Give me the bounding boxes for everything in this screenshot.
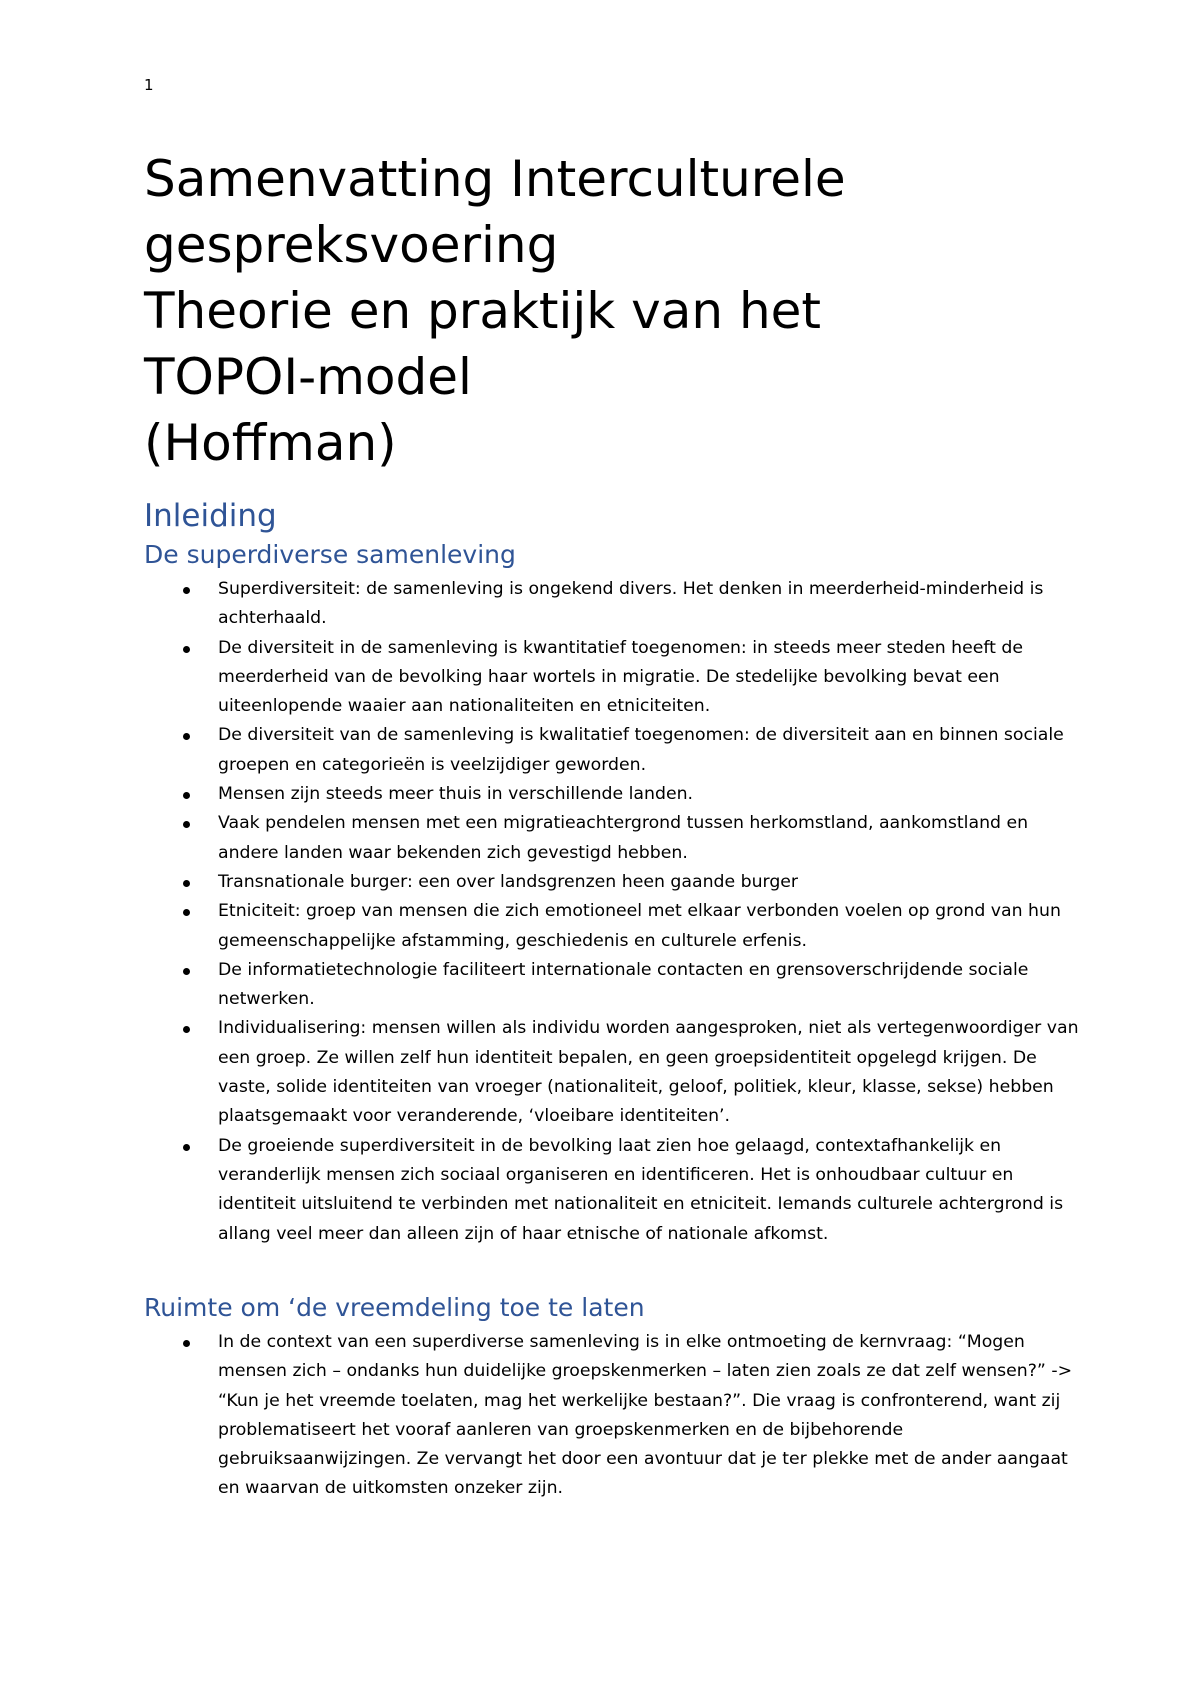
bullet-icon <box>183 587 190 594</box>
list-item <box>180 634 1080 722</box>
section-heading-superdiverse: De superdiverse samenleving <box>144 540 516 569</box>
list-item <box>180 897 1080 956</box>
title-line: Samenvatting Interculturele <box>144 150 846 208</box>
list-item <box>180 956 1080 1015</box>
bullet-icon <box>183 1340 190 1347</box>
list-item-text: Mensen zijn steeds meer thuis in verschillende landen. <box>218 784 694 805</box>
list-item <box>180 780 1080 809</box>
title-line: TOPOI-model <box>144 348 472 406</box>
list-item-text: Transnationale burger: een over landsgrenzen heen gaande burger <box>218 871 799 892</box>
bullet-list-vreemdeling <box>180 1328 1080 1504</box>
list-item <box>180 1132 1080 1249</box>
list-item-text: De informatietechnologie faciliteert internationale contacten en grensoverschrijdende sociale netwerken. <box>218 959 1029 1010</box>
bullet-icon <box>183 880 190 887</box>
list-item <box>180 1328 1080 1504</box>
list-item-text: Vaak pendelen mensen met een migratieachtergrond tussen herkomstland, aankomstland en andere landen waar bekenden zich gevestigd hebben. <box>218 813 1029 863</box>
bullet-icon <box>183 968 190 975</box>
bullet-icon <box>183 733 190 740</box>
list-item-text: In de context van een superdiverse samenleving is in elke ontmoeting de kernvraag: “Mogen mensen zich – ondanks hun duidelijke groepskenmerken – laten zien zoals ze dat zelf wensen?” -> “Kun je het vreemde toelaten, mag het werkelijke bestaan?”. Die vraag is confronterend, want zij problematiseert het vooraf aanleren van groepskenmerken en de bijbehorende gebruiksaanwijzingen. Ze vervangt het door een avontuur dat je ter plekke met de ander aangaat en waarvan de uitkomsten onzeker zijn. <box>218 1332 1073 1499</box>
bullet-icon <box>183 792 190 799</box>
list-item <box>180 575 1080 634</box>
list-item-text: De groeiende superdiversiteit in de bevolking laat zien hoe gelaagd, contextafhankelijk en veranderlijk mensen zich sociaal organiseren en identificeren. Het is onhoudbaar cultuur en identiteit uitsluitend te verbinden met nationaliteit en etniciteit. Iemands culturele achtergrond is allang veel meer dan alleen zijn of haar etnische of nationale afkomst. <box>218 1135 1064 1244</box>
bullet-icon <box>183 1026 190 1033</box>
list-item-text: Superdiversiteit: de samenleving is ongekend divers. Het denken in meerderheid-minderheid is achterhaald. <box>218 579 1044 629</box>
bullet-icon <box>183 821 190 828</box>
list-item-text: Individualisering: mensen willen als individu worden aangesproken, niet als vertegenwoordiger van een groep. Ze willen zelf hun identiteit bepalen, en geen groepsidentiteit opgelegd krijgen. De vaste, solide identiteiten van vroeger (nationaliteit, geloof, politiek, kleur, klasse, sekse) hebben plaatsgemaakt voor veranderende, ‘vloeibare identiteiten’. <box>218 1018 1079 1127</box>
section-heading-vreemdeling: Ruimte om ‘de vreemdeling toe te laten <box>144 1293 645 1322</box>
list-item-text: Etniciteit: groep van mensen die zich emotioneel met elkaar verbonden voelen op grond van hun gemeenschappelijke afstamming, geschiedenis en culturele erfenis. <box>218 901 1061 951</box>
bullet-icon <box>183 1144 190 1151</box>
page-number: 1 <box>144 76 154 94</box>
document-title <box>144 146 1104 476</box>
list-item <box>180 1014 1080 1131</box>
title-line: (Hoffman) <box>144 414 397 472</box>
bullet-icon <box>183 646 190 653</box>
bullet-icon <box>183 909 190 916</box>
list-item <box>180 868 1080 897</box>
title-line: gespreksvoering <box>144 216 559 274</box>
heading-inleiding: Inleiding <box>144 498 277 534</box>
list-item <box>180 721 1080 780</box>
list-item <box>180 809 1080 868</box>
title-line: Theorie en praktijk van het <box>144 282 822 340</box>
list-item-text: De diversiteit in de samenleving is kwantitatief toegenomen: in steeds meer steden heeft de meerderheid van de bevolking haar wortels in migratie. De stedelijke bevolking bevat een uiteenlopende waaier aan nationaliteiten en etniciteiten. <box>218 637 1024 717</box>
bullet-list-superdiverse <box>180 575 1080 1249</box>
list-item-text: De diversiteit van de samenleving is kwalitatief toegenomen: de diversiteit aan en binnen sociale groepen en categorieën is veelzijdiger geworden. <box>218 725 1064 775</box>
